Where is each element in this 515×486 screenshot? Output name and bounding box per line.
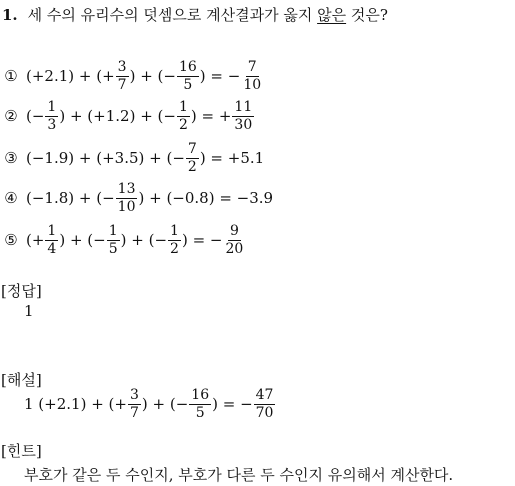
fraction-numerator: 7 <box>187 140 197 157</box>
expression-text: (− <box>26 107 45 125</box>
fraction <box>224 224 246 257</box>
fraction-denominator: 2 <box>187 158 197 175</box>
choice-expression <box>26 142 264 175</box>
fraction <box>45 100 58 133</box>
fraction <box>45 224 58 257</box>
fraction-numerator: 1 <box>108 222 118 239</box>
choice-expression <box>26 182 273 215</box>
choice-marker: ① <box>4 67 18 85</box>
fraction <box>186 142 199 175</box>
question-number: 1. <box>2 6 18 24</box>
expression-text: ) = − <box>199 67 241 85</box>
choice-expression <box>26 224 246 257</box>
fraction-numerator: 3 <box>129 386 139 403</box>
question-text-underlined: 않은 <box>317 6 347 24</box>
fraction-denominator: 20 <box>225 240 244 257</box>
expression-text: ) = + <box>190 107 232 125</box>
fraction-numerator: 9 <box>229 222 239 239</box>
expression-text: ) = − <box>181 231 223 249</box>
fraction-numerator: 1 <box>178 98 188 115</box>
choice-marker: ② <box>4 107 18 125</box>
expression-text: (+2.1) + (+ <box>26 67 115 85</box>
fraction-denominator: 5 <box>183 76 193 93</box>
fraction <box>168 224 181 257</box>
answer-label: [정답] <box>1 282 42 300</box>
expression-text: ) + (− <box>141 395 189 413</box>
fraction <box>232 100 254 133</box>
choice-5[interactable] <box>0 220 246 260</box>
expression-text: ) = +5.1 <box>199 149 265 167</box>
fraction-numerator: 16 <box>178 58 197 75</box>
fraction-numerator: 3 <box>117 58 127 75</box>
fraction <box>241 60 263 93</box>
hint-text: 부호가 같은 두 수인지, 부호가 다른 두 수인지 유의해서 계산한다. <box>24 466 454 484</box>
explanation-label: [해설] <box>1 371 42 389</box>
expression-text: ) + (−0.8) = −3.9 <box>138 189 274 207</box>
fraction-denominator: 5 <box>195 404 205 421</box>
fraction-denominator: 7 <box>117 76 127 93</box>
fraction-denominator: 10 <box>117 198 136 215</box>
question-line <box>2 4 388 25</box>
fraction-denominator: 5 <box>108 240 118 257</box>
fraction-denominator: 2 <box>170 240 179 257</box>
fraction <box>107 224 120 257</box>
fraction <box>177 60 199 93</box>
fraction-numerator: 7 <box>247 58 257 75</box>
fraction <box>116 182 138 215</box>
fraction-numerator: 11 <box>234 98 253 115</box>
fraction-numerator: 1 <box>47 98 57 115</box>
expression-text: ) + (− <box>59 231 106 249</box>
choice-1[interactable] <box>0 56 264 96</box>
choice-expression <box>26 60 264 93</box>
question-text-suffix: 것은? <box>346 6 388 24</box>
choice-4[interactable] <box>0 178 273 218</box>
expression-text: (−1.8) + (− <box>26 189 115 207</box>
fraction-denominator: 10 <box>243 76 262 93</box>
fraction <box>128 388 141 421</box>
expression-text: ) + (− <box>129 67 176 85</box>
fraction <box>189 388 211 421</box>
fraction-numerator: 13 <box>117 180 136 197</box>
choice-marker: ③ <box>4 149 18 167</box>
fraction-denominator: 4 <box>47 240 57 257</box>
fraction <box>177 100 190 133</box>
hint-label: [힌트] <box>1 442 42 460</box>
fraction-denominator: 3 <box>47 116 57 133</box>
choice-marker: ④ <box>4 189 18 207</box>
choice-3[interactable] <box>0 138 264 178</box>
expression-text: ) + (− <box>120 231 168 249</box>
fraction-numerator: 47 <box>255 386 274 403</box>
explanation-expression <box>24 388 276 421</box>
expression-text: ) = − <box>212 395 253 413</box>
fraction <box>254 388 276 421</box>
fraction-denominator: 2 <box>178 116 188 133</box>
choice-2[interactable] <box>0 96 255 136</box>
fraction-numerator: 1 <box>47 222 57 239</box>
choice-expression <box>26 100 255 133</box>
fraction-denominator: 7 <box>129 404 139 421</box>
expression-text: (−1.9) + (+3.5) + (− <box>26 149 185 167</box>
answer-value: 1 <box>24 302 34 320</box>
expression-text: 1 (+2.1) + (+ <box>24 395 127 413</box>
expression-text: ) + (+1.2) + (− <box>59 107 176 125</box>
question-text-prefix: 세 수의 유리수의 덧셈으로 계산결과가 옳지 <box>27 6 318 24</box>
choice-marker: ⑤ <box>4 231 18 249</box>
explanation-line <box>24 384 276 424</box>
expression-text: (+ <box>26 231 45 249</box>
fraction-denominator: 30 <box>234 116 253 133</box>
fraction <box>116 60 129 93</box>
fraction-numerator: 16 <box>191 386 210 403</box>
fraction-denominator: 70 <box>255 404 274 421</box>
fraction-numerator: 1 <box>170 222 179 239</box>
